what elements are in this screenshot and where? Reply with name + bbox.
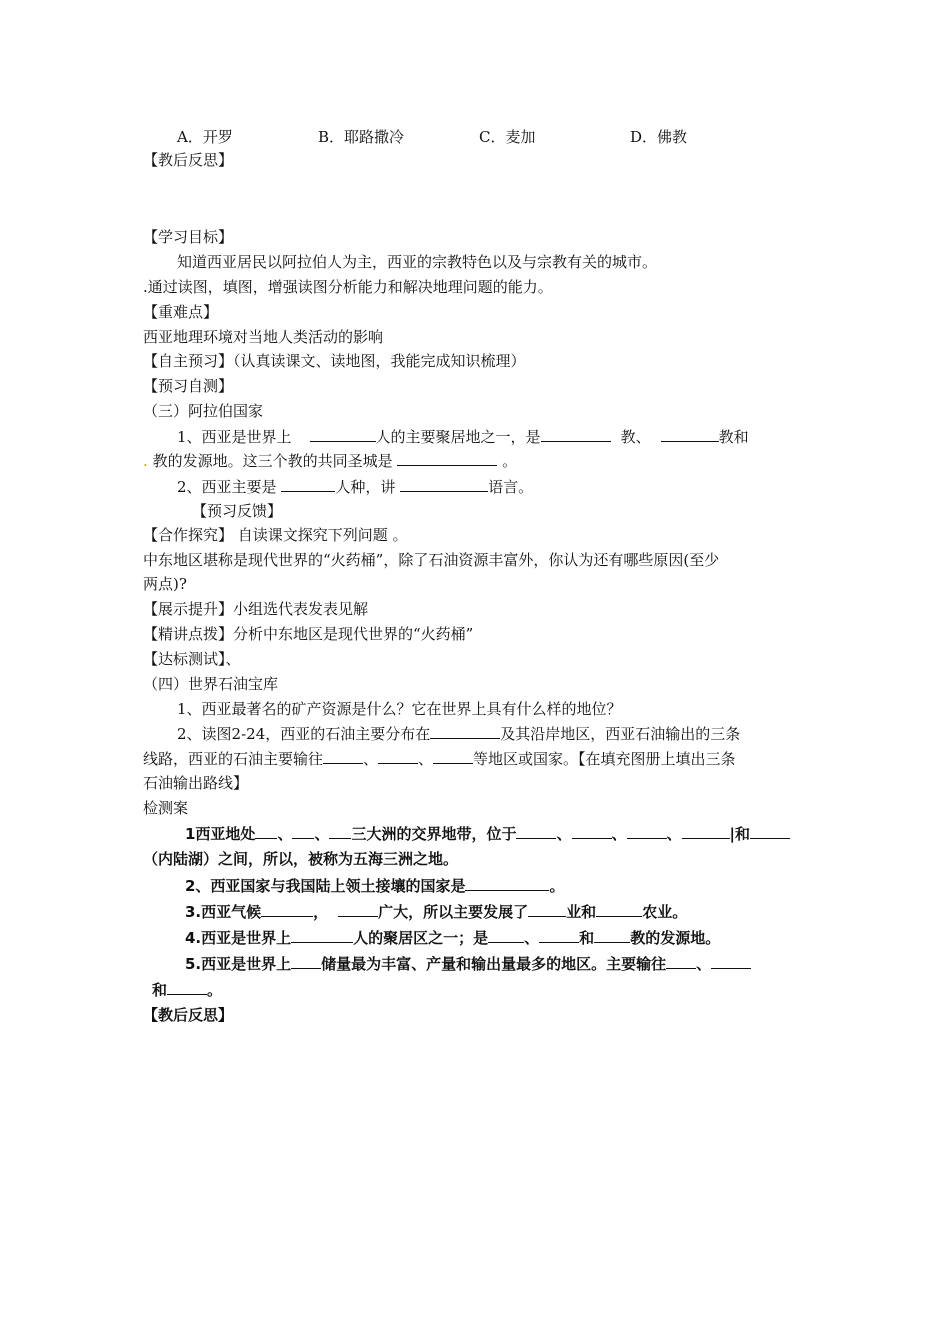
blank[interactable] — [400, 476, 488, 492]
explain-heading: 【精讲点拨】分析中东地区是现代世界的“火药桶” — [143, 625, 474, 643]
blank[interactable] — [310, 426, 376, 442]
blank[interactable] — [338, 901, 378, 917]
test-heading: 【达标测试】、 — [143, 650, 241, 668]
question-1-line-1: 1、西亚是世界上 人的主要聚居地之一，是 教、 教和 — [177, 428, 749, 446]
reflection-heading: 【教后反思】 — [143, 151, 234, 169]
goal-1: 知道西亚居民以阿拉伯人为主，西亚的宗教特色以及与宗教有关的城市。 — [177, 253, 658, 271]
blank[interactable] — [323, 748, 363, 764]
blank[interactable] — [528, 901, 566, 917]
blank[interactable] — [516, 823, 556, 839]
blank[interactable] — [465, 875, 549, 891]
blank[interactable] — [378, 748, 418, 764]
blank[interactable] — [750, 823, 790, 839]
blank[interactable] — [572, 823, 612, 839]
preview-heading: 【自主预习】（认真读课文、读地图，我能完成知识梳理） — [143, 352, 526, 370]
blank[interactable] — [292, 823, 314, 839]
blank[interactable] — [488, 927, 524, 943]
blank[interactable] — [397, 450, 497, 466]
check-question-5-line-1: 5.西亚是世界上 储量最为丰富、产量和输出量最多的地区。主要输往 、 — [185, 953, 751, 974]
reflection-heading-2: 【教后反思】 — [143, 1006, 234, 1024]
option-d: D．佛教 — [630, 128, 688, 146]
check-question-1-line-2: （内陆湖）之间，所以，被称为五海三洲之地。 — [143, 850, 459, 868]
feedback-heading: 【预习反馈】 — [192, 502, 283, 520]
check-question-2: 2、西亚国家与我国陆上领土接壤的国家是 。 — [185, 877, 565, 895]
blank[interactable] — [711, 953, 751, 969]
blank[interactable] — [661, 426, 719, 442]
blank[interactable] — [255, 823, 277, 839]
key-heading: 【重难点】 — [143, 303, 219, 321]
show-heading: 【展示提升】小组选代表发表见解 — [143, 600, 369, 618]
coop-heading: 【合作探究】 自读课文探究下列问题 。 — [143, 526, 408, 544]
blank[interactable] — [291, 927, 353, 943]
oil-question-2-line-3: 石油输出路线】 — [143, 774, 249, 792]
blank[interactable] — [627, 823, 667, 839]
blank[interactable] — [666, 953, 696, 969]
check-heading: 检测案 — [143, 799, 189, 817]
question-1-line-2: . 教的发源地。这三个教的共同圣城是 。 — [143, 452, 518, 470]
key-text: 西亚地理环境对当地人类活动的影响 — [143, 328, 384, 346]
question-2: 2、西亚主要是 人种，讲 语言。 — [177, 478, 534, 496]
oil-question-1: 1、西亚最著名的矿产资源是什么？它在世界上具有什么样的地位？ — [177, 700, 622, 718]
blank[interactable] — [596, 901, 642, 917]
blank[interactable] — [682, 823, 730, 839]
section-4-title: （四）世界石油宝库 — [143, 675, 279, 693]
check-question-4: 4.西亚是世界上 人的聚居区之一；是 、 和 教的发源地。 — [185, 929, 721, 947]
goal-2: .通过读图，填图，增强读图分析能力和解决地理问题的能力。 — [143, 278, 553, 296]
blank[interactable] — [167, 979, 207, 995]
blank[interactable] — [329, 823, 351, 839]
section-3-title: （三）阿拉伯国家 — [143, 402, 264, 420]
blank[interactable] — [539, 927, 579, 943]
option-c: C．麦加 — [479, 128, 536, 146]
option-a: A．开罗 — [177, 128, 233, 146]
option-b: B．耶路撒冷 — [318, 128, 405, 146]
marker-dot: . — [143, 452, 148, 470]
oil-question-2-line-1: 2、读图2-24，西亚的石油主要分布在 及其沿岸地区，西亚石油输出的三条 — [177, 725, 741, 743]
check-question-5-line-2: 和 。 — [152, 981, 223, 999]
coop-question-line-1: 中东地区堪称是现代世界的“火药桶”，除了石油资源丰富外，你认为还有哪些原因(至少 — [143, 551, 720, 569]
blank[interactable] — [261, 901, 313, 917]
blank[interactable] — [291, 953, 321, 969]
oil-question-2-line-2: 线路，西亚的石油主要输往 、 、 等地区或国家。【在填充图册上填出三条 — [143, 750, 736, 768]
blank[interactable] — [541, 426, 611, 442]
check-question-1-line-1: 1西亚地处 、 、 三大洲的交界地带，位于 、 、 、 |和 — [185, 823, 790, 844]
blank[interactable] — [430, 723, 500, 739]
selftest-heading: 【预习自测】 — [143, 377, 234, 395]
blank[interactable] — [594, 927, 630, 943]
blank[interactable] — [433, 748, 473, 764]
goals-heading: 【学习目标】 — [143, 228, 234, 246]
blank[interactable] — [281, 476, 335, 492]
coop-question-line-2: 两点)? — [143, 575, 187, 593]
check-question-3: 3.西亚气候 ， 广大，所以主要发展了 业和 农业。 — [185, 903, 688, 921]
